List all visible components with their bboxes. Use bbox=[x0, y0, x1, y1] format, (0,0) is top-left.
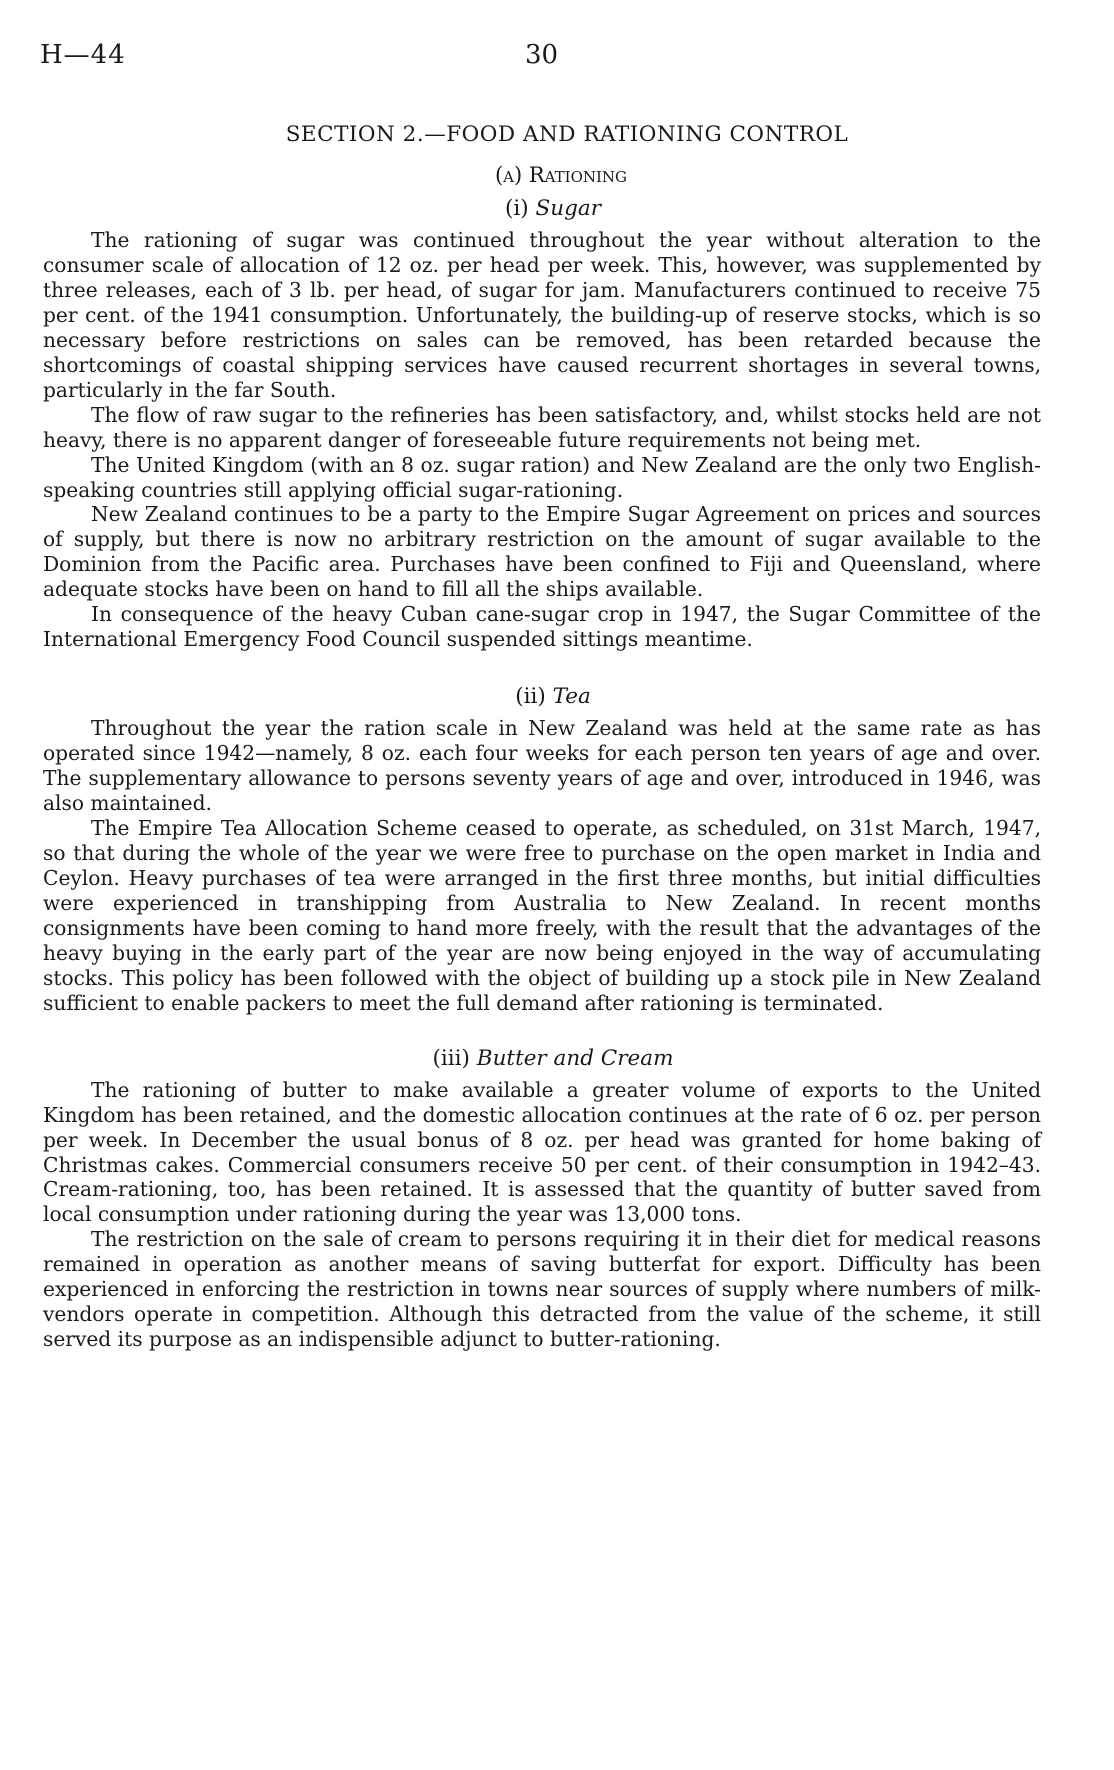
paragraph: New Zealand continues to be a party to the Empire Sugar Agreement on prices and sources of supply, but there is now no arbitrary restriction on the amount of sugar available to the Dominion from the Pacific area. Purchases have been confined to Fiji and Queensland, where adequate stocks have been on hand to fill all the ships available. bbox=[43, 502, 1041, 602]
paragraph: The rationing of butter to make available a greater volume of exports to the United Kingdom has been retained, and the domestic allocation continues at the rate of 6 oz. per person per week. In December the usual bonus of 8 oz. per head was granted for home baking of Christmas cakes. Commercial consumers receive 50 per cent. of their consumption in 1942–43. Cream-rationing, too, has been retained. It is assessed that the quantity of butter saved from local consumption under rationing during the year was 13,000 tons. bbox=[43, 1077, 1041, 1227]
paragraph: The rationing of sugar was continued throughout the year without alteration to the consumer scale of allocation of 12 oz. per head per week. This, however, was supplemented by three releases, each of 3 lb. per head, of sugar for jam. Manufacturers continued to receive 75 per cent. of the 1941 consumption. Unfortunately, the building-up of reserve stocks, which is so necessary before restrictions on sales can be removed, has been retarded because the shortcomings of coastal shipping services have caused recurrent shortages in several towns, particularly in the far South. bbox=[43, 228, 1041, 402]
paragraph: Throughout the year the ration scale in New Zealand was held at the same rate as has operated since 1942—namely, 8 oz. each four weeks for each person ten years of age and over. The supplementary allowance to persons seventy years of age and over, introduced in 1946, was also maintained. bbox=[43, 716, 1041, 816]
subsection-title: (a) Rationing bbox=[494, 163, 628, 187]
document-page bbox=[40, 38, 1041, 1352]
paragraph: The flow of raw sugar to the refineries has been satisfactory, and, whilst stocks held are not heavy, there is no apparent danger of foreseeable future requirements not being met. bbox=[43, 402, 1041, 452]
topic-title: Butter and Cream bbox=[476, 1045, 674, 1071]
paragraph: The restriction on the sale of cream to persons requiring it in their diet for medical reasons remained in operation as another means of saving butterfat for export. Difficulty has been experienced in enforcing the restriction in towns near sources of supply where numbers of milk-vendors operate in competition. Although this detracted from the value of the scheme, it still served its purpose as an indispensible adjunct to butter-rationing. bbox=[43, 1227, 1041, 1352]
running-header bbox=[40, 38, 1041, 78]
topic-heading-tea bbox=[43, 682, 1041, 712]
topic-heading-butter-and-cream bbox=[43, 1044, 1041, 1074]
paragraph: In consequence of the heavy Cuban cane-sugar crop in 1947, the Sugar Committee of the International Emergency Food Council suspended sittings meantime. bbox=[43, 602, 1041, 652]
topic-heading-sugar bbox=[43, 194, 1041, 224]
topic-number: (i) bbox=[505, 196, 529, 221]
section-title: SECTION 2.—FOOD AND RATIONING CONTROL bbox=[285, 122, 849, 147]
topic-number: (iii) bbox=[432, 1045, 470, 1071]
paragraph: The Empire Tea Allocation Scheme ceased to operate, as scheduled, on 31st March, 1947, so that during the whole of the year we were free to purchase on the open market in India and Ceylon. Heavy purchases of tea were arranged in the first three months, but initial difficulties were experienced in transhipping from Australia to New Zealand. In recent months consignments have been coming to hand more freely, with the result that the advantages of the heavy buying in the early part of the year are now being enjoyed in the way of accumulating stocks. This policy has been followed with the object of building up a stock pile in New Zealand sufficient to enable packers to meet the full demand after rationing is terminated. bbox=[43, 816, 1041, 1015]
topic-number: (ii) bbox=[515, 684, 546, 710]
topic-title: Sugar bbox=[535, 196, 601, 221]
page-number: 30 bbox=[525, 40, 559, 70]
topic-title: Tea bbox=[552, 684, 591, 710]
document-reference: H—44 bbox=[40, 40, 126, 70]
paragraph: The United Kingdom (with an 8 oz. sugar ration) and New Zealand are the only two English-speaking countries still applying official sugar-rationing. bbox=[43, 452, 1041, 502]
